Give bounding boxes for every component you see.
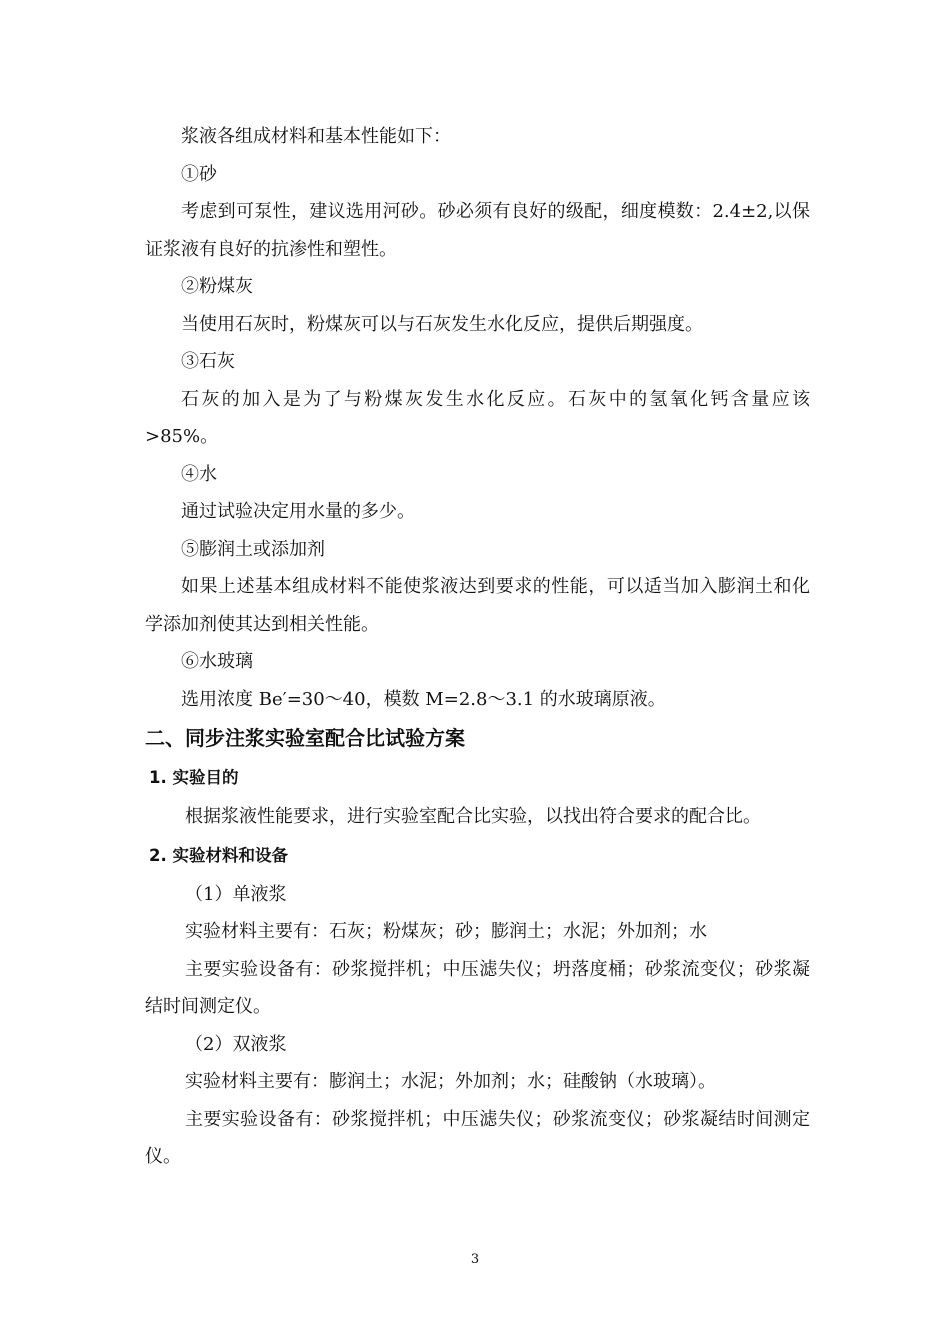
item-flyash-body: 当使用石灰时，粉煤灰可以与石灰发生水化反应，提供后期强度。 <box>181 313 703 335</box>
item-water-body: 通过试验决定用水量的多少。 <box>181 501 415 522</box>
subsection-materials-heading: 2. 实验材料和设备 <box>149 845 288 865</box>
purpose-body: 根据浆液性能要求，进行实验室配合比实验，以找出符合要求的配合比。 <box>185 806 761 827</box>
subsection-purpose-heading: 1. 实验目的 <box>149 768 239 787</box>
page-content <box>145 118 810 1176</box>
item-bentonite-title: ⑤膨润土或添加剂 <box>181 538 325 560</box>
double-slurry-materials: 实验材料主要有：膨润土；水泥；外加剂；水；硅酸钠（水玻璃）。 <box>185 1071 716 1092</box>
single-slurry-title: （1）单液浆 <box>185 883 287 905</box>
item-lime-body: 石灰的加入是为了与粉煤灰发生水化反应。石灰中的氢氧化钙含量应该>85%。 <box>145 388 810 447</box>
single-slurry-equipment: 主要实验设备有：砂浆搅拌机；中压滤失仪；坍落度桶；砂浆流变仪；砂浆凝结时间测定仪。 <box>145 958 810 1017</box>
item-waterglass-body: 选用浓度 Be′=30～40，模数 M=2.8～3.1 的水玻璃原液。 <box>181 688 666 710</box>
double-slurry-title: （2）双液浆 <box>185 1033 287 1055</box>
section-heading: 二、同步注浆实验室配合比试验方案 <box>145 726 465 750</box>
item-sand-title: ①砂 <box>181 163 217 185</box>
item-sand-body: 考虑到可泵性，建议选用河砂。砂必须有良好的级配，细度模数：2.4±2,以保证浆液有良好的抗渗性和塑性。 <box>145 201 810 260</box>
item-waterglass-title: ⑥水玻璃 <box>181 651 253 672</box>
item-water-title: ④水 <box>181 463 217 485</box>
single-slurry-materials: 实验材料主要有：石灰；粉煤灰；砂；膨润土；水泥；外加剂；水 <box>185 921 707 942</box>
page-number: 3 <box>470 1252 480 1267</box>
item-flyash-title: ②粉煤灰 <box>181 276 253 297</box>
item-bentonite-body: 如果上述基本组成材料不能使浆液达到要求的性能，可以适当加入膨润土和化学添加剂使其达到相关性能。 <box>145 576 810 635</box>
item-lime-title: ③石灰 <box>181 351 235 372</box>
double-slurry-equipment: 主要实验设备有：砂浆搅拌机；中压滤失仪；砂浆流变仪；砂浆凝结时间测定仪。 <box>145 1108 810 1167</box>
intro-paragraph: 浆液各组成材料和基本性能如下： <box>181 126 451 147</box>
